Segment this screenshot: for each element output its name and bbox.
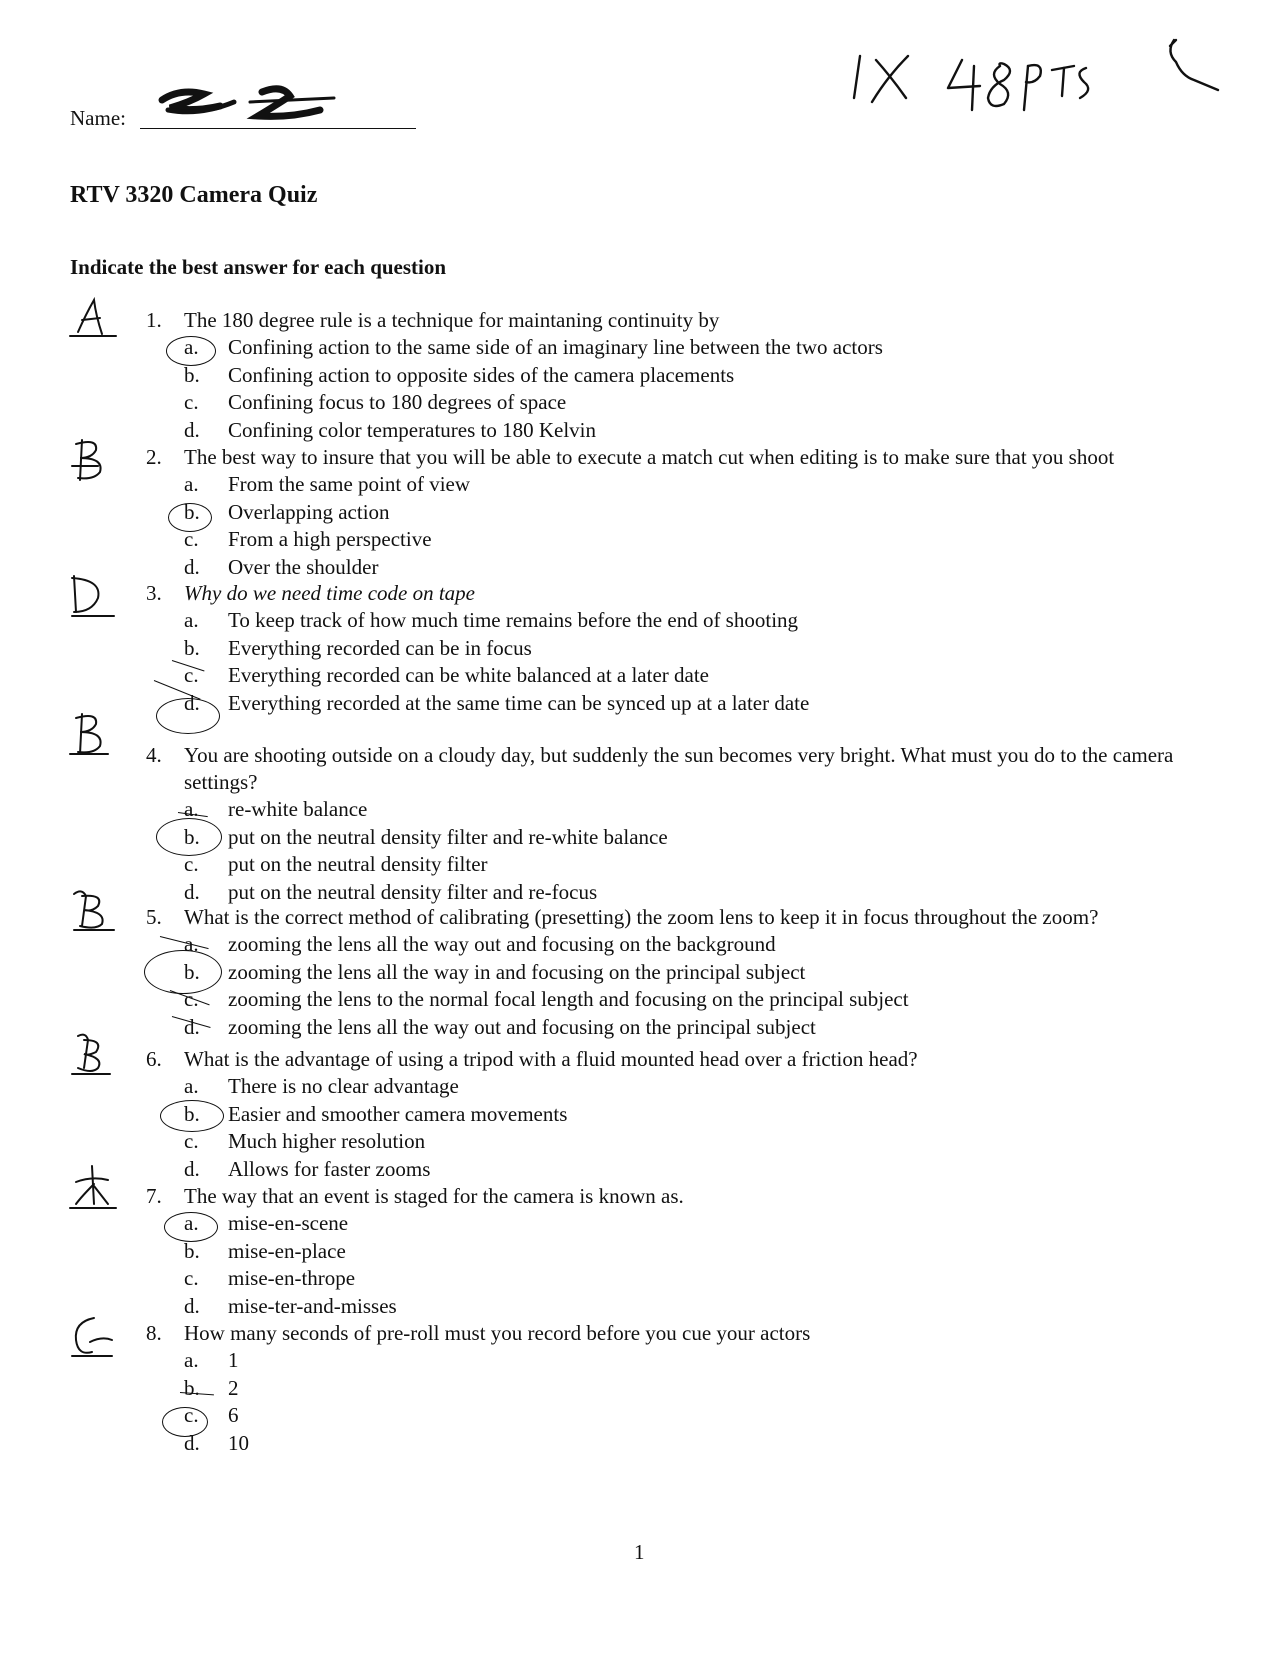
option-letter: a. [184, 335, 199, 359]
option-text: zooming the lens all the way in and focusing on the principal subject [228, 959, 806, 984]
answer-circle [164, 1212, 218, 1242]
handwritten-answer-mark [68, 436, 118, 482]
option-letter: d. [184, 690, 200, 715]
option-letter: d. [184, 1156, 200, 1181]
handwritten-answer-mark [68, 1312, 118, 1358]
option-letter: a. [184, 608, 199, 632]
option-text: put on the neutral density filter and re-white balance [228, 824, 668, 849]
option-letter: c. [184, 852, 199, 876]
question-number: 2. [146, 445, 162, 469]
question-number: 6. [146, 1047, 162, 1071]
option-letter: b. [184, 1101, 200, 1126]
name-label: Name: [70, 106, 126, 130]
option-text: 2 [228, 1375, 239, 1400]
question-number: 1. [146, 308, 162, 332]
question-number: 3. [146, 581, 162, 605]
option-letter: c. [184, 987, 199, 1011]
option-text: mise-en-thrope [228, 1266, 356, 1290]
question-text: The 180 degree rule is a technique for maintaning continuity by [184, 308, 720, 332]
option-text: Easier and smoother camera movements [228, 1101, 568, 1126]
handwritten-answer-mark [68, 572, 118, 618]
question-7 [0, 1183, 1280, 1320]
question-number: 8. [146, 1321, 162, 1345]
option-text: Everything recorded can be in focus [228, 635, 532, 660]
option-text: From a high perspective [228, 527, 432, 551]
question-text: You are shooting outside on a cloudy day, but suddenly the sun becomes very bright. What must you do to the camera settings? [184, 743, 1174, 794]
option-text: Confining color temperatures to 180 Kelvin [228, 417, 597, 442]
option-text: 10 [228, 1430, 249, 1455]
question-text: What is the correct method of calibrating (presetting) the zoom lens to keep it in focus throughout the zoom? [184, 905, 1099, 929]
answer-circle [168, 503, 212, 532]
option-letter: b. [184, 959, 200, 984]
option-letter: c. [184, 1266, 199, 1290]
option-letter: d. [184, 1293, 200, 1318]
question-1 [0, 307, 1280, 444]
option-text: 6 [228, 1403, 239, 1427]
handwritten-score-mark [848, 36, 1228, 126]
option-text: From the same point of view [228, 472, 471, 496]
option-text: zooming the lens all the way out and focusing on the principal subject [228, 1014, 816, 1039]
option-text: Over the shoulder [228, 554, 379, 579]
question-text: The best way to insure that you will be able to execute a match cut when editing is to make sure that you shoot [184, 445, 1115, 469]
option-text: Everything recorded at the same time can be synced up at a later date [228, 690, 810, 715]
option-letter: b. [184, 1375, 200, 1400]
option-letter: c. [184, 663, 199, 687]
question-text: How many seconds of pre-roll must you record before you cue your actors [184, 1321, 811, 1345]
option-letter: b. [184, 824, 200, 849]
redacted-name-scribble [150, 80, 350, 130]
question-number: 7. [146, 1184, 162, 1208]
option-letter: c. [184, 390, 199, 414]
answer-circle [156, 698, 220, 734]
option-text: Overlapping action [228, 499, 390, 524]
answer-circle [166, 336, 216, 366]
option-letter: d. [184, 417, 200, 442]
option-letter: a. [184, 472, 199, 496]
option-letter: b. [184, 635, 200, 660]
handwritten-answer-mark [68, 1164, 118, 1210]
handwritten-answer-mark [68, 1030, 118, 1076]
option-text: Confining focus to 180 degrees of space [228, 390, 567, 414]
option-text: mise-en-scene [228, 1211, 349, 1235]
handwritten-answer-mark [68, 886, 118, 932]
handwritten-answer-mark [68, 710, 118, 756]
page-number: 1 [634, 1540, 645, 1564]
question-text: Why do we need time code on tape [184, 581, 475, 605]
question-8 [0, 1320, 1280, 1457]
instructions: Indicate the best answer for each question [70, 255, 447, 279]
option-text: Confining action to the same side of an imaginary line between the two actors [228, 335, 883, 359]
option-letter: b. [184, 499, 200, 524]
option-letter: d. [184, 554, 200, 579]
option-letter: a. [184, 932, 199, 956]
option-letter: d. [184, 1430, 200, 1455]
option-text: zooming the lens all the way out and focusing on the background [228, 932, 776, 956]
answer-circle [160, 1100, 224, 1132]
option-letter: d. [184, 879, 200, 904]
option-text: mise-ter-and-misses [228, 1293, 397, 1318]
option-text: mise-en-place [228, 1238, 346, 1263]
answer-circle [144, 950, 222, 994]
option-letter: d. [184, 1014, 200, 1039]
option-text: Allows for faster zooms [228, 1156, 431, 1181]
option-text: put on the neutral density filter [228, 852, 488, 876]
answer-circle [156, 818, 222, 856]
option-text: put on the neutral density filter and re-focus [228, 879, 598, 904]
option-text: Much higher resolution [228, 1129, 426, 1153]
option-text: 1 [228, 1348, 239, 1372]
option-letter: a. [184, 797, 199, 821]
option-letter: a. [184, 1074, 199, 1098]
option-letter: a. [184, 1211, 199, 1235]
option-text: Everything recorded can be white balanced at a later date [228, 663, 710, 687]
option-letter: a. [184, 1348, 199, 1372]
page-title: RTV 3320 Camera Quiz [70, 182, 318, 208]
question-number: 5. [146, 905, 162, 929]
question-text: What is the advantage of using a tripod with a fluid mounted head over a friction head? [184, 1047, 918, 1071]
handwritten-answer-mark [68, 296, 118, 342]
option-letter: c. [184, 527, 199, 551]
answer-circle [162, 1407, 208, 1437]
option-letter: c. [184, 1129, 199, 1153]
option-text: Confining action to opposite sides of the camera placements [228, 362, 735, 387]
option-letter: b. [184, 1238, 200, 1263]
option-letter: c. [184, 1403, 199, 1427]
option-letter: b. [184, 362, 200, 387]
question-text: The way that an event is staged for the camera is known as. [184, 1184, 684, 1208]
option-text: re-white balance [228, 797, 368, 821]
option-text: To keep track of how much time remains before the end of shooting [228, 608, 799, 632]
option-text: There is no clear advantage [228, 1074, 459, 1098]
option-text: zooming the lens to the normal focal length and focusing on the principal subject [228, 987, 909, 1011]
question-number: 4. [146, 743, 162, 767]
